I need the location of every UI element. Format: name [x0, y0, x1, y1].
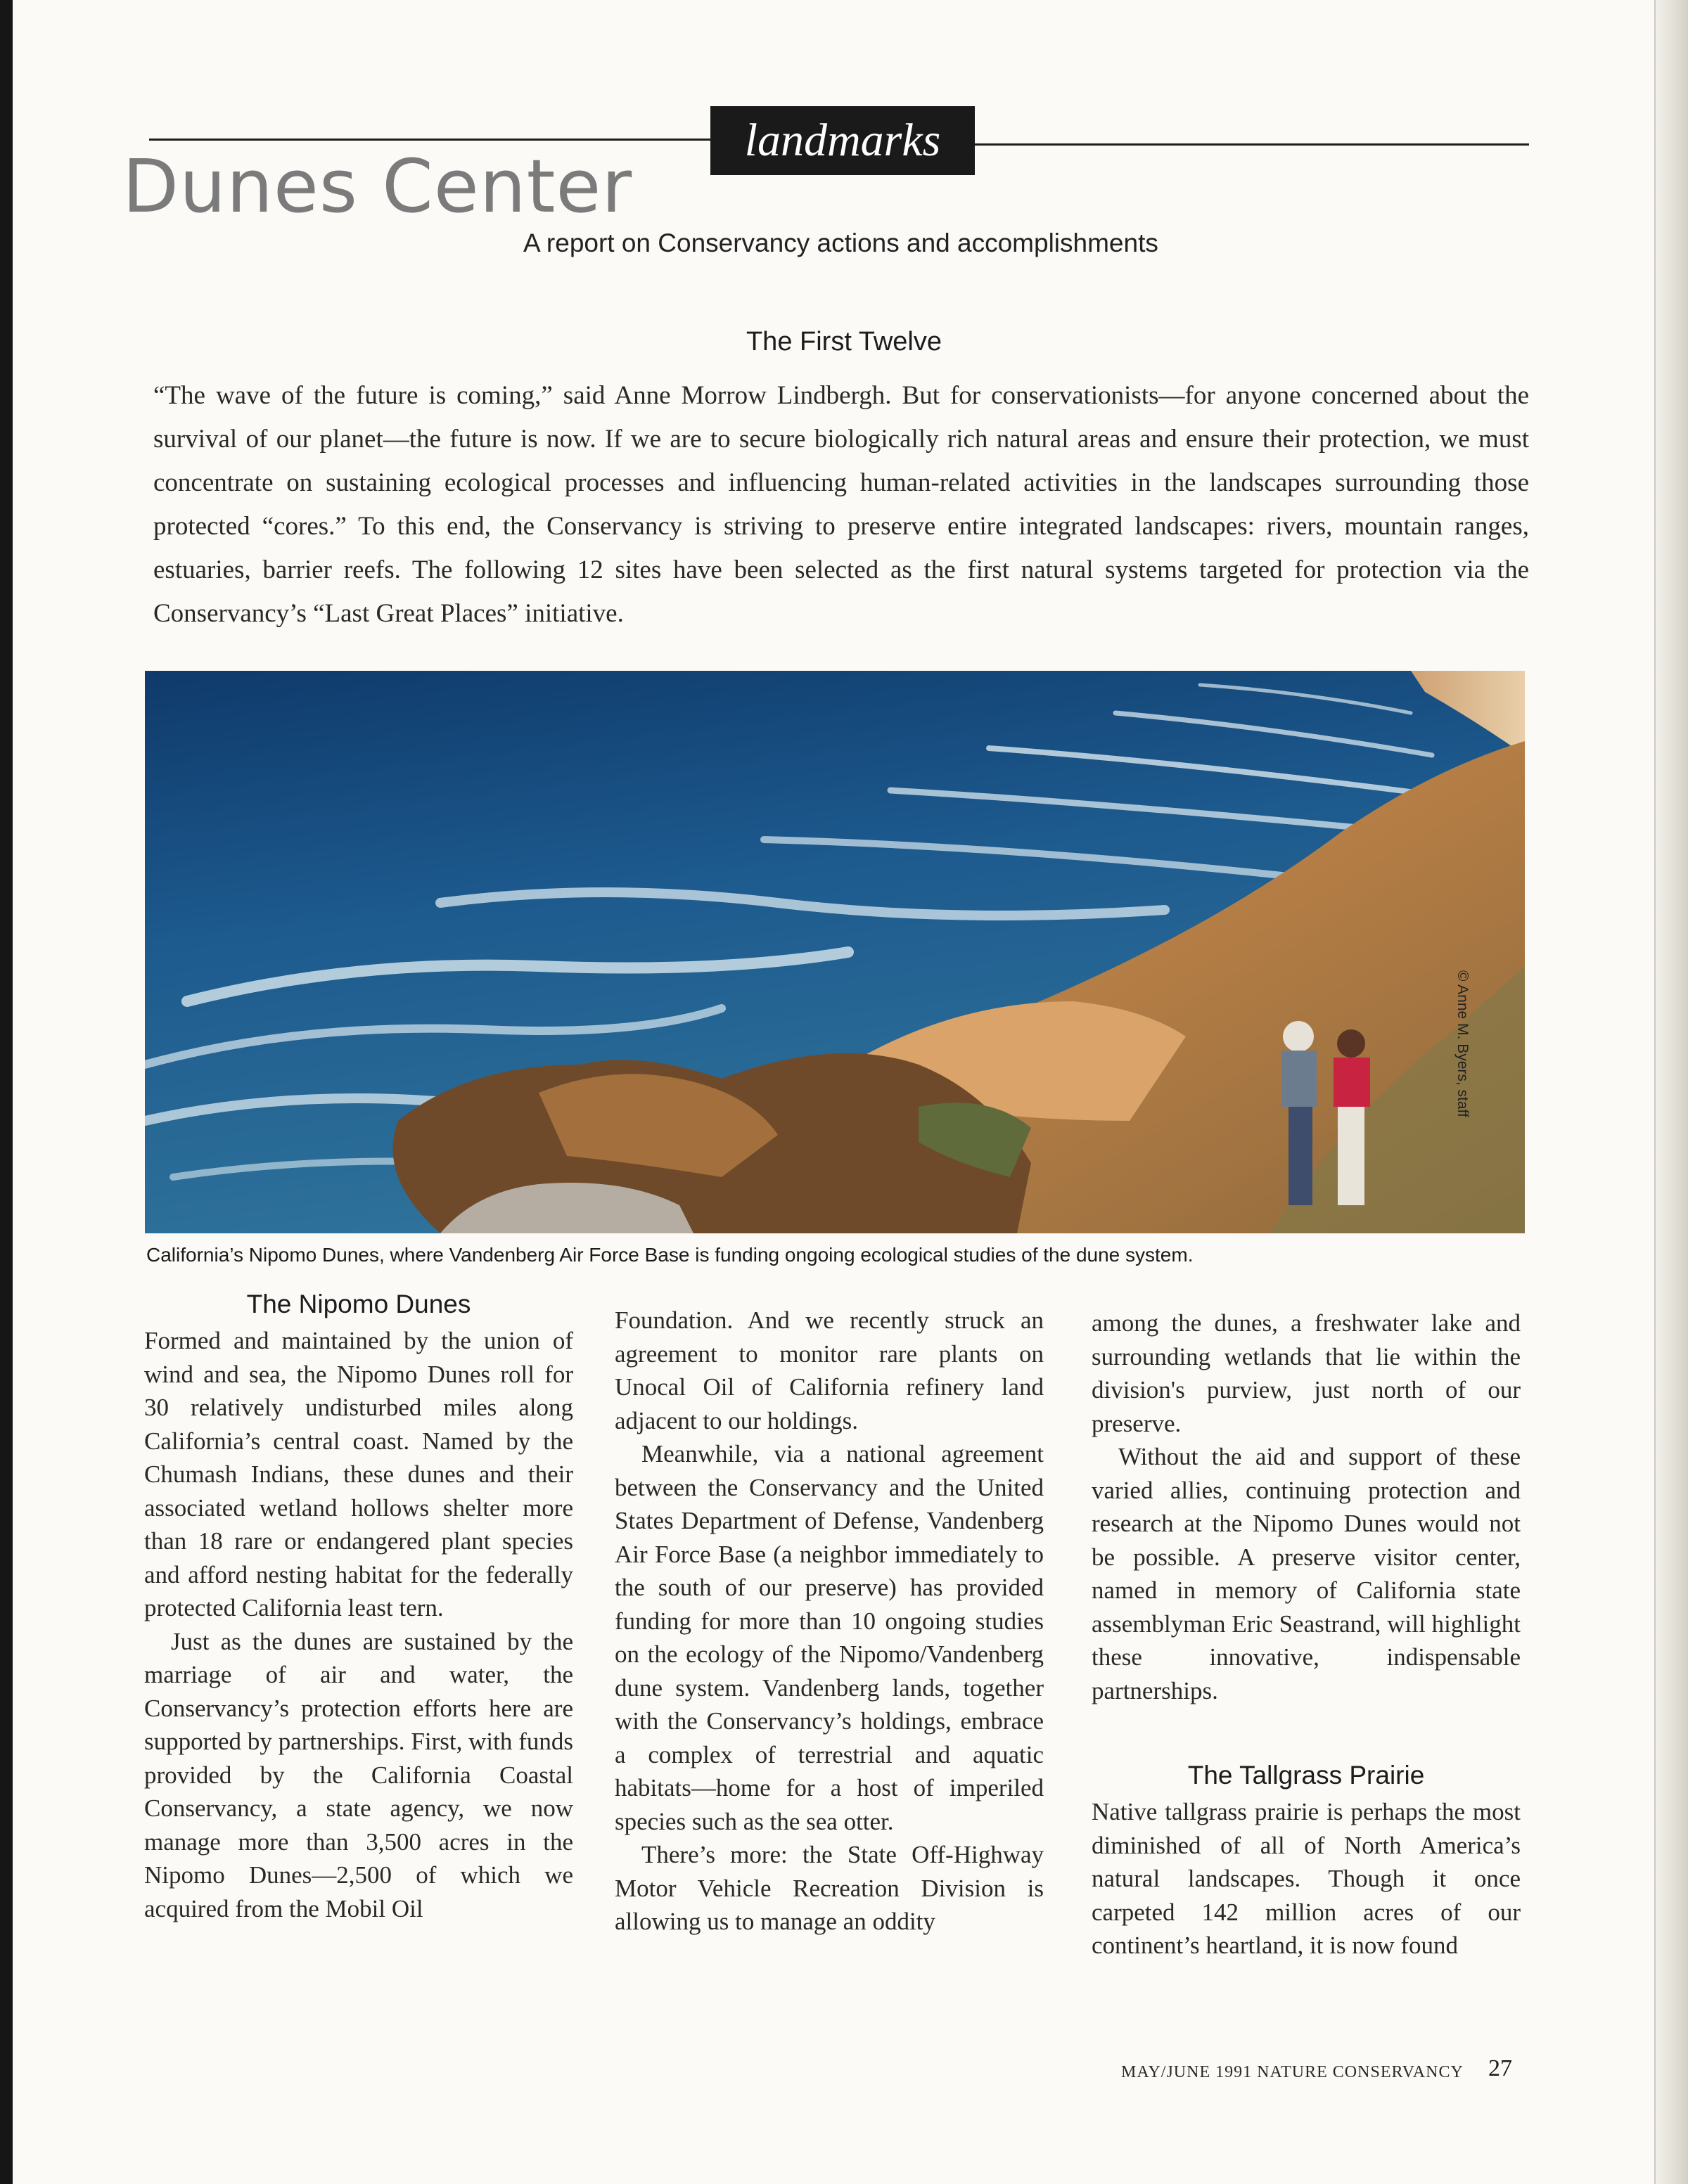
page-subtitle: A report on Conservancy actions and accomplishments: [523, 229, 1158, 257]
footer-source: MAY/JUNE 1991 NATURE CONSERVANCY: [1121, 2063, 1464, 2081]
tallgrass-heading: The Tallgrass Prairie: [1187, 1761, 1425, 1790]
article-column-1: [144, 1287, 573, 1925]
header-rule-right: [975, 143, 1529, 146]
article-column-3: [1092, 1306, 1521, 1963]
photo-credit: © Anne M. Byers, staff: [1454, 970, 1471, 1117]
article-paragraph: Formed and maintained by the union of wind and sea, the Nipomo Dunes roll for 30 relatively undisturbed miles along California’s central coast. Named by the Chumash Indians, these dunes and their associated wetland hollows shelter more than 18 rare or endangered plant species and afford nesting habitat for the federally protected California least tern.: [144, 1327, 573, 1621]
article-paragraph: Meanwhile, via a national agreement between the Conservancy and the United States Department of Defense, Vandenberg Air Force Base (a neighbor immediately to the south of our preserve) has provided funding for more than 10 ongoing studies on the ecology of the Nipomo/Vandenberg dune system. Vandenberg lands, together with the Conservancy’s holdings, embrace a complex of terrestrial and aquatic habitats—home for a host of imperiled species such as the sea otter.: [615, 1440, 1044, 1835]
section-label: landmarks: [710, 106, 975, 175]
photo-caption: California’s Nipomo Dunes, where Vandenberg Air Force Base is funding ongoing ecological studies of the dune system.: [146, 1244, 1194, 1266]
intro-heading: The First Twelve: [746, 327, 942, 356]
article-paragraph: Native tallgrass prairie is perhaps the most diminished of all of North America’s natural landscapes. Though it once carpeted 142 million acres of our continent’s heartland, it is now found: [1092, 1798, 1521, 1959]
article-column-2: [615, 1304, 1044, 1939]
article-paragraph: There’s more: the State Off-Highway Motor Vehicle Recreation Division is allowing us to manage an oddity: [615, 1841, 1044, 1935]
coastline-scene: [145, 671, 1525, 1233]
article-paragraph: Foundation. And we recently struck an agreement to monitor rare plants on Unocal Oil of California refinery land adjacent to our holdings.: [615, 1306, 1044, 1434]
article-paragraph: Just as the dunes are sustained by the marriage of air and water, the Conservancy’s protection efforts here are supported by partnerships. First, with funds provided by the California Coastal Conservancy, a state agency, we now manage more than 3,500 acres in the Nipomo Dunes—2,500 of which we acquired from the Mobil Oil: [144, 1627, 573, 1922]
article-paragraph: Without the aid and support of these varied allies, continuing protection and research at the Nipomo Dunes would not be possible. A preserve visitor center, named in memory of California state assemblyman Eric Seastrand, will highlight these innovative, indispensable partnerships.: [1092, 1443, 1521, 1704]
page-number: 27: [1488, 2055, 1512, 2081]
page-title: Dunes Center: [122, 143, 633, 229]
nipomo-heading: The Nipomo Dunes: [246, 1290, 471, 1318]
intro-paragraph: “The wave of the future is coming,” said Anne Morrow Lindbergh. But for conservationists—for anyone concerned about the survival of our planet—the future is now. If we are to secure biologically rich natural areas and ensure their protection, we must concentrate on sustaining ecological processes and influencing human-related activities in the landscapes surrounding those protected “cores.” To this end, the Conservancy is striving to preserve entire integrated landscapes: rivers, mountain ranges, estuaries, barrier reefs. The following 12 sites have been selected as the first natural systems targeted for protection via the Conservancy’s “Last Great Places” initiative.: [153, 381, 1529, 628]
nipomo-dunes-photo: [145, 671, 1525, 1233]
article-paragraph: among the dunes, a freshwater lake and surrounding wetlands that lie within the division's purview, just north of our preserve.: [1092, 1309, 1521, 1437]
